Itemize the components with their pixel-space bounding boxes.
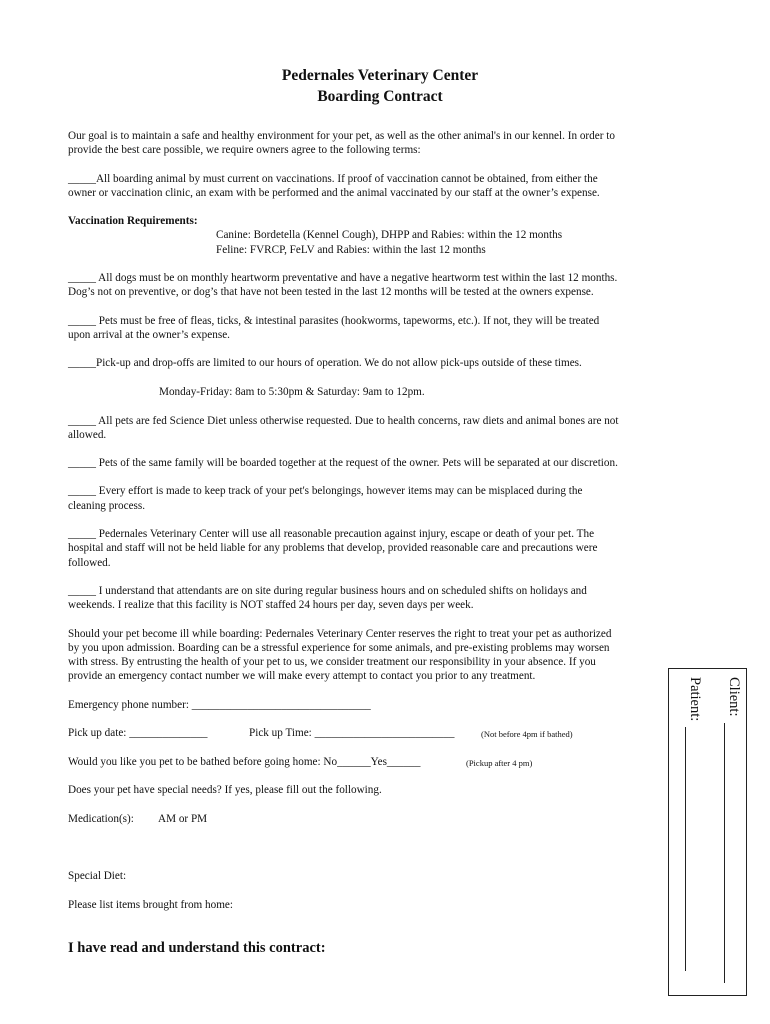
pickup-time-field[interactable]: Pick up Time: _________________________ [249, 727, 455, 739]
belongings-term-line-1: _____ Every effort is made to keep track of your pet's belongings, however items may can be misplaced during the [68, 485, 583, 497]
items-from-home-label: Please list items brought from home: [68, 899, 233, 911]
diet-term-line-1: _____ All pets are fed Science Diet unless otherwise requested. Due to health concerns, raw diets and animal bones are not [68, 415, 619, 427]
heartworm-term-line-2: Dog’s not on preventive, or dog’s that have not been tested in the last 12 months will be tested at the owners expense. [68, 286, 594, 298]
liability-term-line-1: _____ Pedernales Veterinary Center will use all reasonable precaution against injury, escape or death of your pet. The [68, 528, 595, 540]
illness-line-4: provide an emergency contact number we will make every attempt to contact you prior to any treatment. [68, 670, 536, 682]
patient-label: Patient: [687, 677, 703, 722]
attendants-term-line-2: weekends. I realize that this facility is NOT staffed 24 hours per day, seven days per week. [68, 599, 474, 611]
feline-requirements: Feline: FVRCP, FeLV and Rabies: within the last 12 months [216, 244, 486, 256]
pickup-time-note: (Not before 4pm if bathed) [481, 729, 573, 739]
family-term-line-1: _____ Pets of the same family will be boarded together at the request of the owner. Pets will be separated at our discretion. [68, 457, 618, 469]
vaccination-term-line-1 [68, 172, 690, 186]
intro-line-1: Our goal is to maintain a safe and healthy environment for your pet, as well as the other animal's in our kennel. In order to [68, 130, 615, 142]
am-or-pm-option[interactable]: AM or PM [158, 813, 208, 825]
document-title: Boarding Contract [317, 88, 443, 105]
liability-term-line-2: hospital and staff will not be held liable for any problems that develop, provided reasonable care and precautions were [68, 542, 598, 554]
vaccination-requirements-heading: Vaccination Requirements: [68, 215, 198, 227]
belongings-term-line-2: cleaning process. [68, 500, 146, 512]
bath-note: (Pickup after 4 pm) [466, 758, 533, 768]
diet-term-line-2: allowed. [68, 429, 107, 441]
intro-line-2: provide the best care possible, we require owners agree to the following terms: [68, 144, 421, 156]
heartworm-term-line-1: _____ All dogs must be on monthly heartworm preventative and have a negative heartworm test within the last 12 months. [68, 272, 618, 284]
business-hours: Monday-Friday: 8am to 5:30pm & Saturday: 9am to 12pm. [159, 386, 425, 398]
illness-line-2: by you upon admission. Boarding can be a stressful experience for some animals, and pre-existing problems may worsen [68, 642, 610, 654]
special-diet-label: Special Diet: [68, 870, 127, 882]
bath-question-field[interactable]: Would you like you pet to be bathed before going home: No______Yes______ [68, 756, 421, 768]
canine-requirements: Canine: Bordetella (Kennel Cough), DHPP and Rabies: within the 12 months [216, 229, 563, 241]
client-patient-box [668, 668, 747, 996]
initial-blank[interactable]: _____ [68, 173, 96, 185]
special-needs-question: Does your pet have special needs? If yes, please fill out the following. [68, 784, 382, 796]
pickup-date-field[interactable]: Pick up date: ______________ [68, 727, 208, 739]
illness-line-3: with stress. By entrusting the health of your pet to us, we consider treatment our responsibility in your absence. If you [68, 656, 596, 668]
fleas-term-line-1: _____ Pets must be free of fleas, ticks, & intestinal parasites (hookworms, tapeworms, etc.). If not, they will be treated [68, 315, 600, 327]
fleas-term-line-2: upon arrival at the owner’s expense. [68, 329, 230, 341]
emergency-phone-field[interactable]: Emergency phone number: ________________________________ [68, 699, 371, 711]
attendants-term-line-1: _____ I understand that attendants are on site during regular business hours and on scheduled shifts on holidays and [68, 585, 587, 597]
client-label: Client: [726, 677, 742, 717]
medication-label: Medication(s): [68, 813, 134, 825]
liability-term-line-3: followed. [68, 557, 111, 569]
acknowledgement-heading: I have read and understand this contract: [68, 940, 326, 956]
illness-line-1: Should your pet become ill while boarding: Pedernales Veterinary Center reserves the right to treat your pet as authorized [68, 628, 612, 640]
client-signature-line[interactable] [724, 723, 725, 983]
clinic-name-title: Pedernales Veterinary Center [281, 67, 479, 84]
vaccination-term-line-2: owner or vaccination clinic, an exam with be performed and the animal vaccinated by our staff at the owner’s expense. [68, 187, 600, 199]
pickup-term-line-1: _____Pick-up and drop-offs are limited to our hours of operation. We do not allow pick-ups outside of these times. [68, 357, 582, 369]
patient-name-line[interactable] [685, 727, 686, 971]
vaccination-term-text: All boarding animal by must current on vaccinations. If proof of vaccination cannot be obtained, from either the [95, 173, 598, 185]
